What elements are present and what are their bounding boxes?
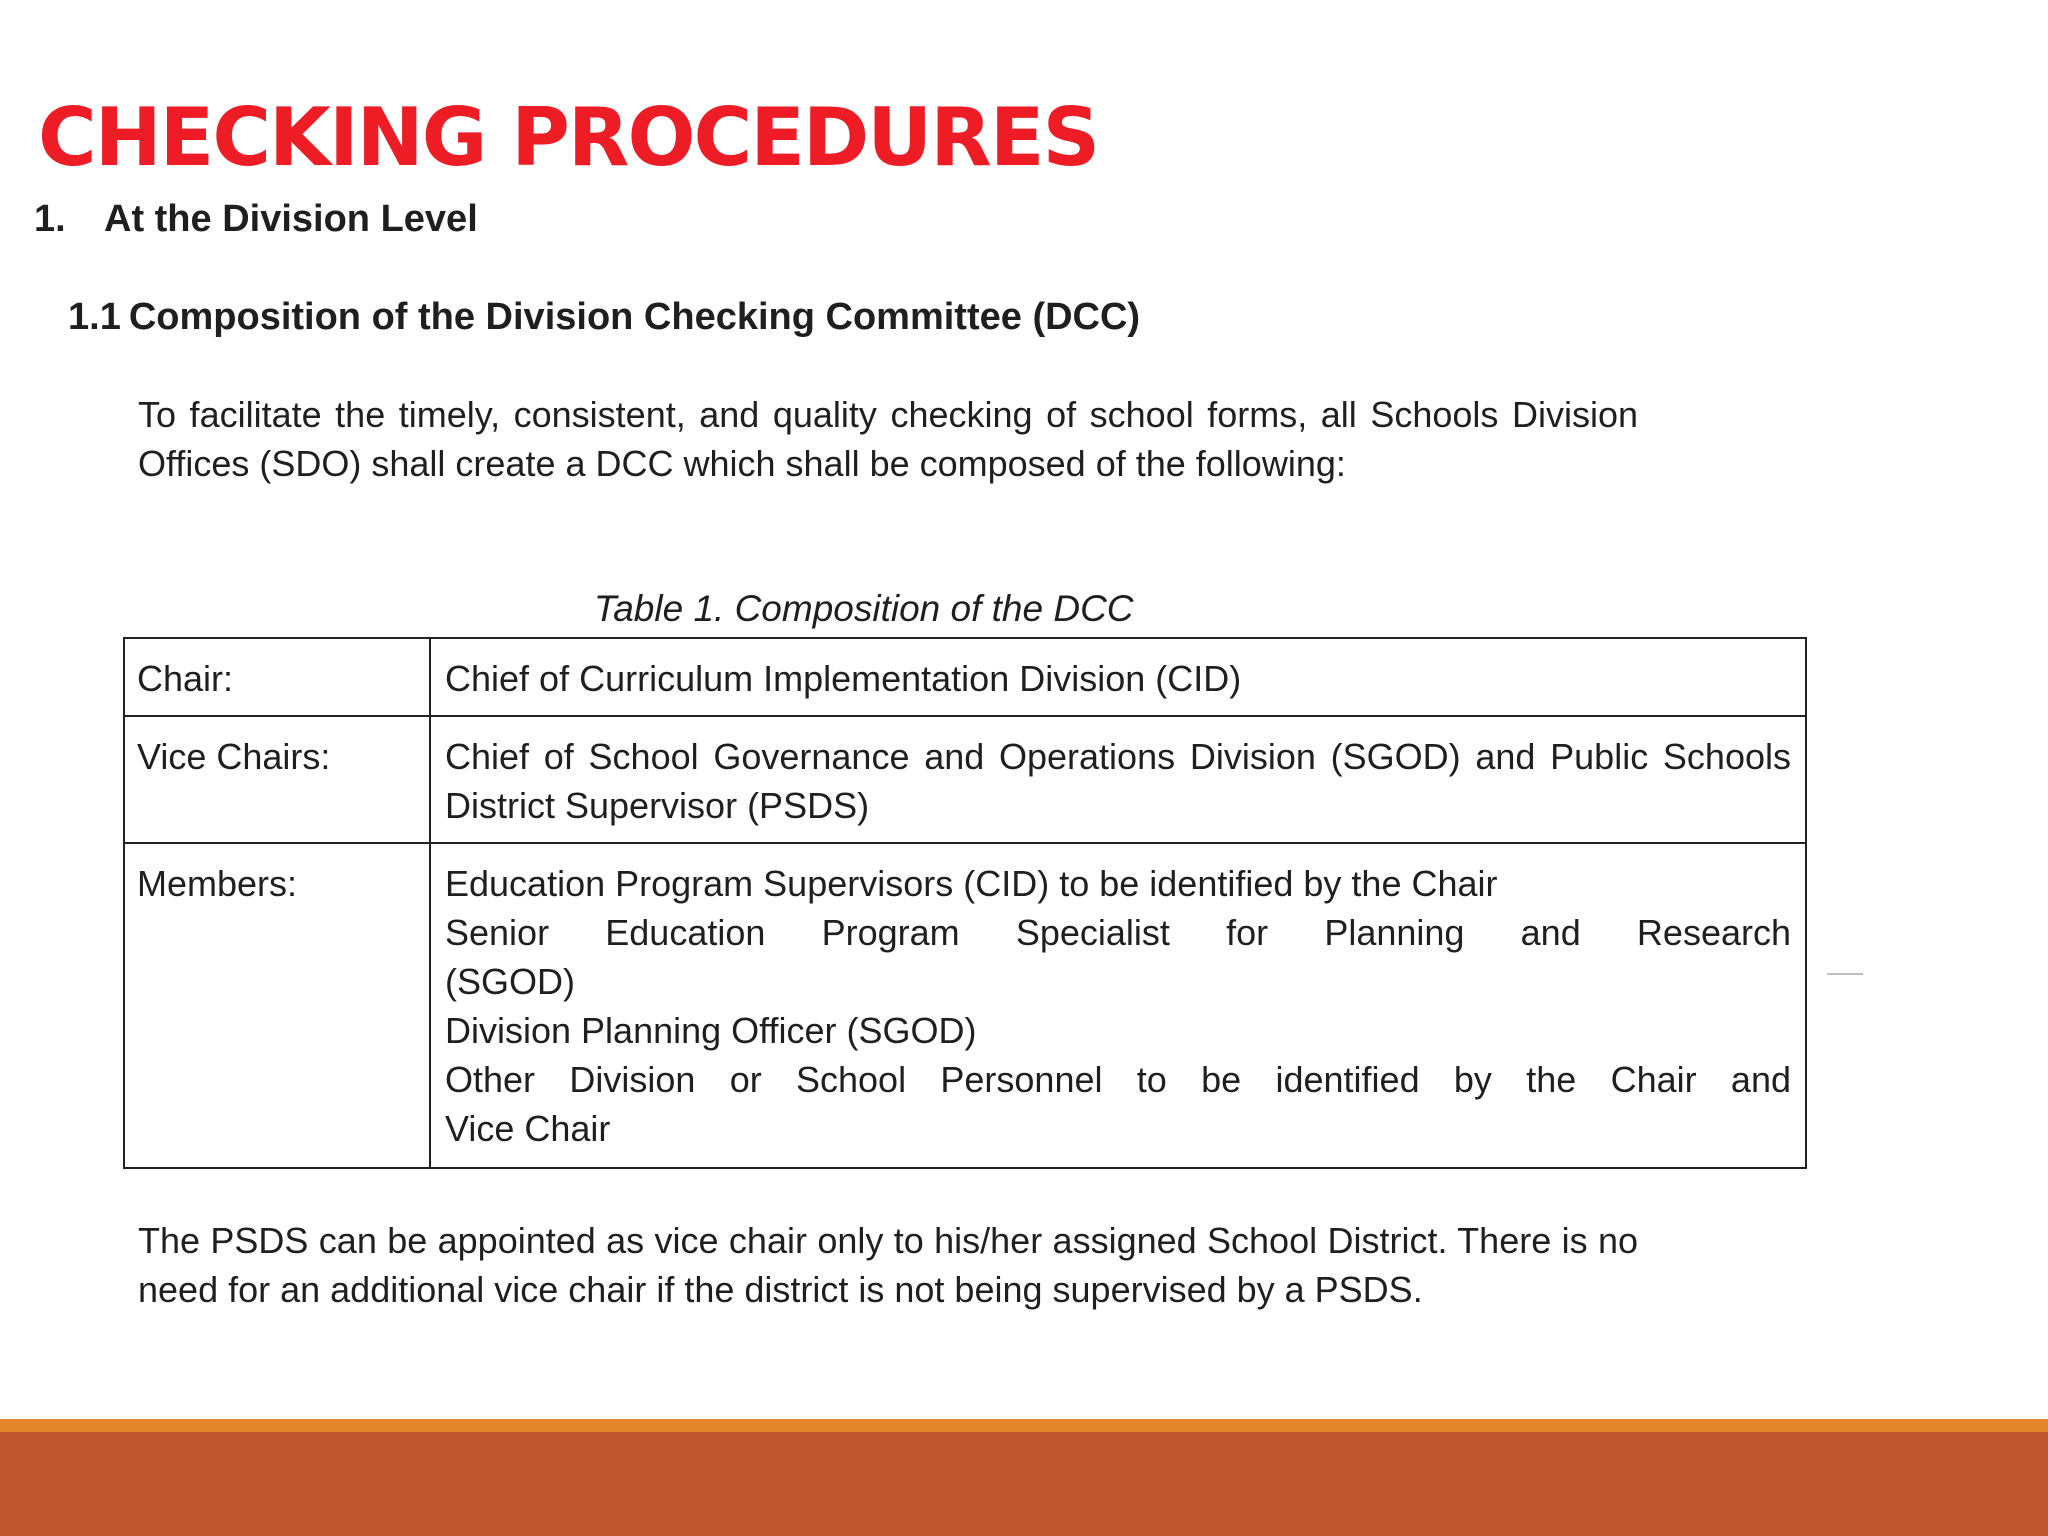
slide-title: CHECKING PROCEDURES bbox=[38, 91, 1099, 184]
table-row-members bbox=[124, 843, 1806, 1168]
subsection-heading-text: Composition of the Division Checking Committee (DCC) bbox=[128, 296, 1141, 338]
table-caption: Table 1. Composition of the DCC bbox=[594, 588, 1134, 629]
table-row-chair bbox=[124, 638, 1806, 716]
description-line: Education Program Supervisors (CID) to be identified by the Chair bbox=[445, 863, 1498, 904]
description-line: Senior Education Program Specialist for Planning and Research bbox=[445, 912, 1791, 953]
section-heading bbox=[34, 195, 478, 243]
section-number: 1. bbox=[34, 198, 66, 240]
description-line: Vice Chair bbox=[445, 1108, 611, 1149]
subsection-number: 1.1 bbox=[68, 296, 121, 338]
role-cell: Chair: bbox=[124, 638, 430, 716]
closing-paragraph: The PSDS can be appointed as vice chair only to his/her assigned School District. There is no need for an additional vice chair if the district is not being supervised by a PSDS. bbox=[138, 1220, 1638, 1310]
description-cell bbox=[430, 638, 1806, 716]
intro-paragraph: To facilitate the timely, consistent, and quality checking of school forms, all Schools Division Offices (SDO) shall create a DCC which shall be composed of the following: bbox=[138, 394, 1638, 484]
table-row-vice-chairs bbox=[124, 716, 1806, 843]
role-cell: Vice Chairs: bbox=[124, 716, 430, 843]
dcc-composition-table bbox=[123, 637, 1807, 1169]
subsection-heading bbox=[68, 293, 1140, 341]
footer-band bbox=[0, 1432, 2048, 1536]
description-line: Chief of School Governance and Operations Division (SGOD) and Public Schools District Supervisor (PSDS) bbox=[445, 736, 1791, 826]
description-line: (SGOD) bbox=[445, 961, 575, 1002]
description-line: Other Division or School Personnel to be identified by the Chair and bbox=[445, 1059, 1791, 1100]
description-line: Division Planning Officer (SGOD) bbox=[445, 1010, 977, 1051]
footer-accent-band bbox=[0, 1419, 2048, 1432]
section-heading-text: At the Division Level bbox=[104, 198, 478, 240]
description-line: Chief of Curriculum Implementation Division (CID) bbox=[445, 658, 1242, 699]
description-cell bbox=[430, 843, 1806, 1168]
description-cell bbox=[430, 716, 1806, 843]
divider-mark bbox=[1827, 973, 1863, 975]
role-cell: Members: bbox=[124, 843, 430, 1168]
